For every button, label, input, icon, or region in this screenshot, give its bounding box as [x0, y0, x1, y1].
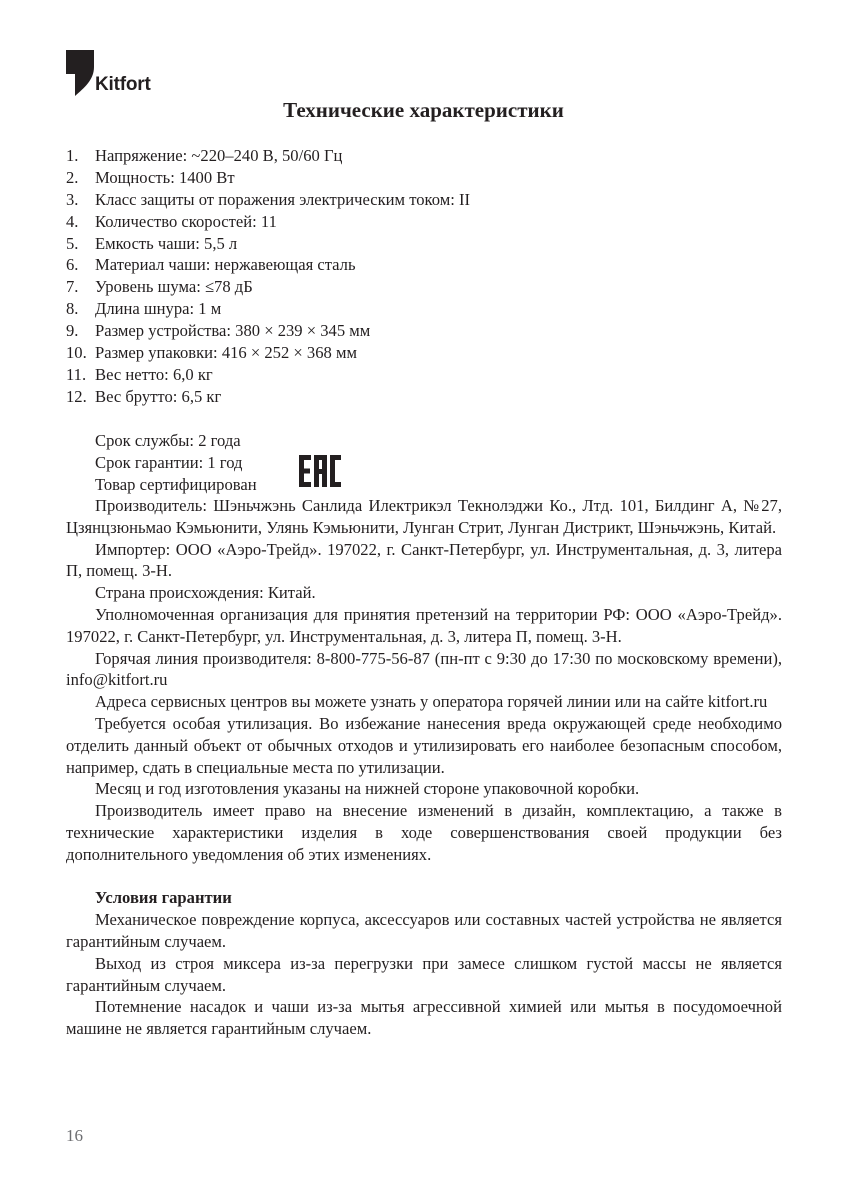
eac-certification-icon: [297, 453, 342, 489]
spec-item: [66, 364, 470, 386]
kitfort-logo: [66, 50, 166, 100]
manufacturer-paragraph: Производитель: Шэньчжэнь Санлида Илектрикэл Текнолэджи Ко., Лтд. 101, Билдинг А, №27, Цзянцзюньмао Кэмьюнити, Улянь Кэмьюнити, Лунган Стрит, Лунган Дистрикт, Шэньчжэнь, Китай.: [66, 496, 782, 537]
spec-text: Уровень шума: ≤78 дБ: [95, 277, 253, 297]
spec-number: 11.: [66, 364, 87, 384]
spec-item: [66, 254, 470, 276]
warranty-condition-item: Механическое повреждение корпуса, аксессуаров или составных частей устройства не является гарантийным случаем.: [66, 910, 782, 951]
spec-number: 8.: [66, 299, 79, 319]
warranty-condition-item: Выход из строя миксера из-за перегрузки при замесе слишком густой массы не является гарантийным случаем.: [66, 953, 782, 995]
page-number: 16: [66, 1126, 83, 1145]
changes-paragraph: Производитель имеет право на внесение изменений в дизайн, комплектацию, а также в технические характеристики изделия в ходе совершенствования своей продукции без дополнительного уведомления об этих изменениях.: [66, 801, 782, 864]
spec-text: Материал чаши: нержавеющая сталь: [95, 255, 356, 275]
spec-item: [66, 233, 470, 255]
spec-text: Количество скоростей: 11: [95, 211, 277, 231]
spec-text: Размер упаковки: 416 × 252 × 368 мм: [95, 343, 357, 363]
importer-paragraph: Импортер: ООО «Аэро-Трейд». 197022, г. Санкт-Петербург, ул. Инструментальная, д. 3, литера П, помещ. 3-Н.: [66, 539, 782, 581]
spec-item: [66, 167, 470, 189]
certified-label: Товар сертифицирован: [95, 474, 257, 494]
spec-number: 12.: [66, 386, 87, 406]
spec-item: [66, 189, 470, 211]
brand-name: Kitfort: [95, 74, 151, 95]
spec-item: [66, 211, 470, 233]
spec-number: 9.: [66, 321, 79, 341]
spec-item: [66, 386, 470, 408]
spec-number: 4.: [66, 211, 79, 231]
spec-number: 5.: [66, 233, 79, 253]
spec-text: Класс защиты от поражения электрическим током: II: [95, 189, 471, 209]
kitfort-logo-icon: [66, 50, 94, 96]
spec-text: Размер устройства: 380 × 239 × 345 мм: [95, 321, 371, 341]
spec-text: Вес нетто: 6,0 кг: [95, 364, 213, 384]
spec-number: 3.: [66, 189, 79, 209]
warranty-period: Срок гарантии: 1 год: [95, 452, 243, 472]
spec-number: 7.: [66, 277, 79, 297]
warranty-conditions-heading: Условия гарантии: [95, 888, 232, 908]
hotline-paragraph: Горячая линия производителя: 8-800-775-56-87 (пн-пт с 9:30 до 17:30 по московскому времени), info@kitfort.ru: [66, 648, 782, 690]
authorized-organization-paragraph: Уполномоченная организация для принятия претензий на территории РФ: ООО «Аэро-Трейд». 197022, г. Санкт-Петербург, ул. Инструментальная, д. 3, литера П, помещ. 3-Н.: [66, 604, 782, 646]
page-title: Технические характеристики: [283, 98, 564, 122]
service-centers-paragraph: Адреса сервисных центров вы можете узнать у оператора горячей линии или на сайте kitfort.ru: [95, 692, 768, 712]
spec-text: Напряжение: ~220–240 В, 50/60 Гц: [95, 146, 343, 165]
service-life: Срок службы: 2 года: [95, 431, 241, 450]
origin-paragraph: Страна происхождения: Китай.: [95, 583, 316, 603]
spec-number: 6.: [66, 255, 79, 275]
warranty-condition-item: Потемнение насадок и чаши из-за мытья агрессивной химией или мытья в посудомоечной машине не является гарантийным случаем.: [66, 997, 782, 1039]
spec-item: [66, 145, 470, 167]
spec-number: 10.: [66, 343, 87, 363]
manufacture-date-paragraph: Месяц и год изготовления указаны на нижней стороне упаковочной коробки.: [95, 779, 640, 799]
section-spacer: [66, 866, 782, 888]
spec-text: Емкость чаши: 5,5 л: [95, 233, 238, 253]
spec-number: 1.: [66, 146, 79, 165]
spec-item: [66, 298, 470, 320]
spec-item: [66, 276, 470, 298]
spec-item: [66, 342, 470, 364]
spec-text: Длина шнура: 1 м: [95, 299, 222, 319]
product-info: [66, 430, 257, 495]
spec-text: Вес брутто: 6,5 кг: [95, 386, 222, 406]
spec-text: Мощность: 1400 Вт: [95, 167, 235, 187]
spec-item: [66, 320, 470, 342]
disposal-paragraph: Требуется особая утилизация. Во избежание нанесения вреда окружающей среде необходимо отделить данный объект от обычных отходов и утилизировать его наиболее безопасным способом, например, сдать в специальные места по утилизации.: [66, 713, 782, 777]
specs-list: [66, 145, 470, 408]
spec-number: 2.: [66, 167, 79, 187]
body-text: [66, 495, 782, 1040]
